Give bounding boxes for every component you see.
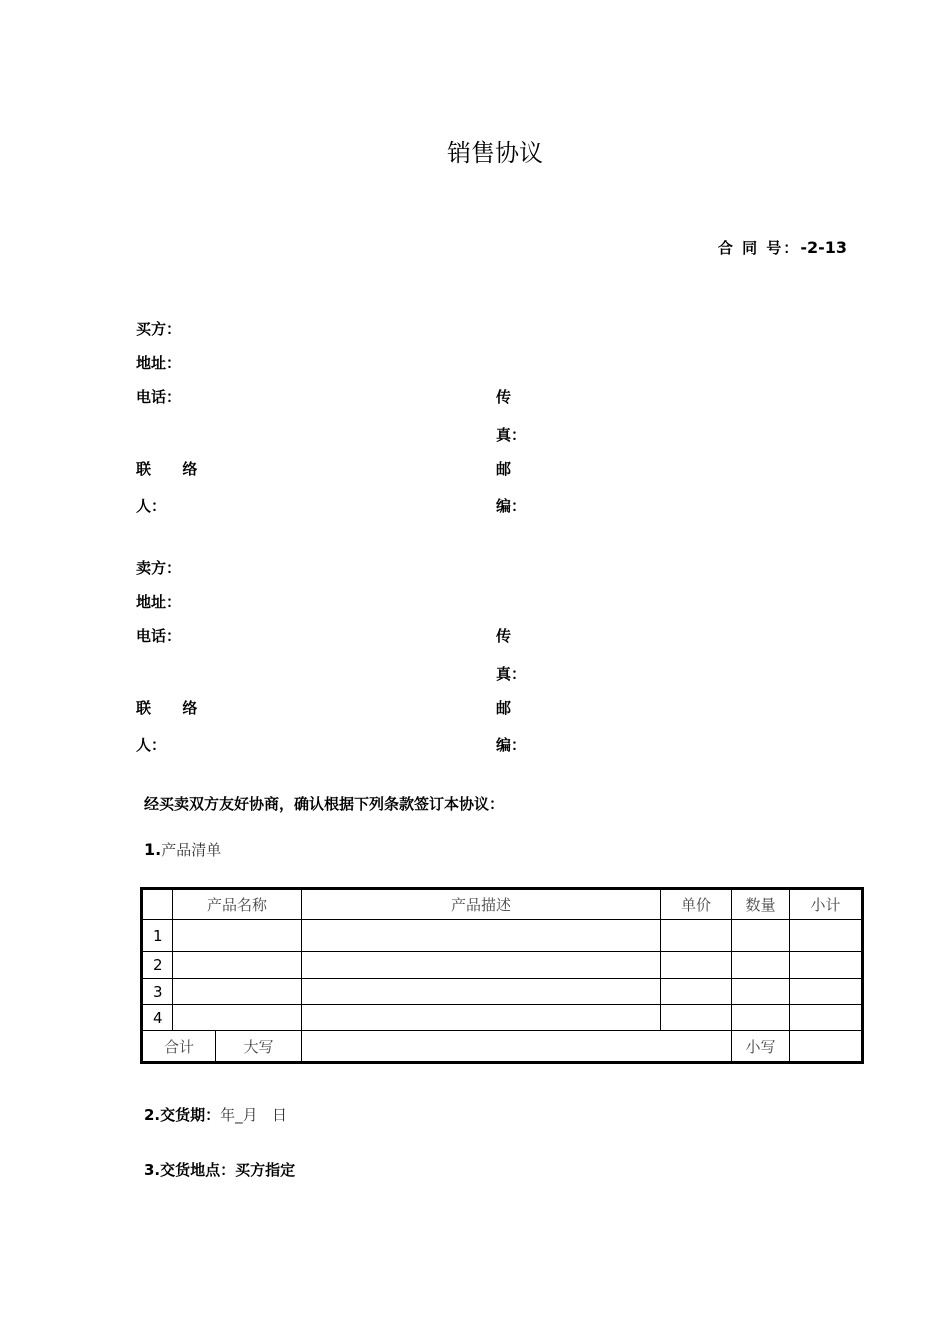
table-row	[142, 1005, 863, 1031]
table-total-row	[142, 1031, 863, 1063]
buyer-address-label: 地址：	[136, 354, 182, 372]
header-quantity: 数量	[732, 889, 790, 920]
buyer-postcode-label-2: 编：	[496, 497, 527, 515]
seller-postcode-label-2: 编：	[496, 736, 527, 754]
product-name-cell[interactable]	[173, 979, 302, 1005]
product-name-cell[interactable]	[173, 920, 302, 952]
row-index: 3	[142, 979, 173, 1005]
table-row	[142, 979, 863, 1005]
section-2-heading	[144, 1104, 287, 1125]
product-description-cell[interactable]	[302, 979, 661, 1005]
product-description-cell[interactable]	[302, 1005, 661, 1031]
section-3-number: 3.	[144, 1161, 161, 1179]
row-index: 1	[142, 920, 173, 952]
seller-contact-label-2: 人：	[136, 736, 167, 754]
section-1-number: 1.	[144, 840, 162, 859]
seller-address-label: 地址：	[136, 593, 182, 611]
section-3-label: 交货地点：买方指定	[160, 1161, 296, 1179]
seller-postcode-label-1: 邮	[496, 699, 512, 717]
quantity-cell[interactable]	[732, 979, 790, 1005]
buyer-contact-label-2: 人：	[136, 497, 167, 515]
header-product-description: 产品描述	[302, 889, 661, 920]
delivery-date-value: 年_月 日	[220, 1106, 287, 1124]
contract-number-value: -2-13	[800, 238, 847, 257]
header-product-name: 产品名称	[173, 889, 302, 920]
section-1-heading	[144, 839, 221, 860]
header-unit-price: 单价	[661, 889, 732, 920]
unit-price-cell[interactable]	[661, 920, 732, 952]
section-2-number: 2.	[144, 1106, 161, 1124]
page-title: 销售协议	[447, 139, 543, 167]
product-name-cell[interactable]	[173, 952, 302, 979]
row-index: 4	[142, 1005, 173, 1031]
table-row	[142, 920, 863, 952]
table-header-row	[142, 889, 863, 920]
header-index-cell	[142, 889, 173, 920]
contract-number-label: 合 同 号：	[717, 239, 801, 257]
subtotal-cell[interactable]	[790, 979, 863, 1005]
total-label: 合计	[142, 1031, 216, 1063]
subtotal-cell[interactable]	[790, 1005, 863, 1031]
buyer-phone-label: 电话：	[136, 388, 182, 406]
section-3-heading	[144, 1159, 295, 1180]
section-1-label: 产品清单	[161, 841, 222, 859]
row-index: 2	[142, 952, 173, 979]
table-row	[142, 952, 863, 979]
product-name-cell[interactable]	[173, 1005, 302, 1031]
seller-fax-label-1: 传	[496, 627, 512, 645]
buyer-label: 买方：	[136, 320, 182, 338]
buyer-fax-label-1: 传	[496, 388, 512, 406]
subtotal-cell[interactable]	[790, 952, 863, 979]
seller-phone-label: 电话：	[136, 627, 182, 645]
section-2-label: 交货期：	[160, 1106, 221, 1124]
unit-price-cell[interactable]	[661, 1005, 732, 1031]
subtotal-cell[interactable]	[790, 920, 863, 952]
unit-price-cell[interactable]	[661, 979, 732, 1005]
contract-number	[718, 237, 847, 258]
lowercase-amount-label: 小写	[732, 1031, 790, 1063]
unit-price-cell[interactable]	[661, 952, 732, 979]
quantity-cell[interactable]	[732, 920, 790, 952]
intro-text: 经买卖双方友好协商，确认根据下列条款签订本协议：	[144, 795, 505, 813]
seller-contact-label-1: 联 络	[136, 699, 198, 717]
buyer-fax-label-2: 真：	[496, 426, 527, 444]
uppercase-amount-label: 大写	[216, 1031, 302, 1063]
buyer-postcode-label-1: 邮	[496, 460, 512, 478]
quantity-cell[interactable]	[732, 952, 790, 979]
product-description-cell[interactable]	[302, 920, 661, 952]
lowercase-amount-cell[interactable]	[790, 1031, 863, 1063]
product-table	[140, 887, 864, 1064]
quantity-cell[interactable]	[732, 1005, 790, 1031]
seller-fax-label-2: 真：	[496, 665, 527, 683]
uppercase-amount-cell[interactable]	[302, 1031, 732, 1063]
header-subtotal: 小计	[790, 889, 863, 920]
buyer-contact-label-1: 联 络	[136, 460, 198, 478]
product-description-cell[interactable]	[302, 952, 661, 979]
seller-label: 卖方：	[136, 559, 182, 577]
